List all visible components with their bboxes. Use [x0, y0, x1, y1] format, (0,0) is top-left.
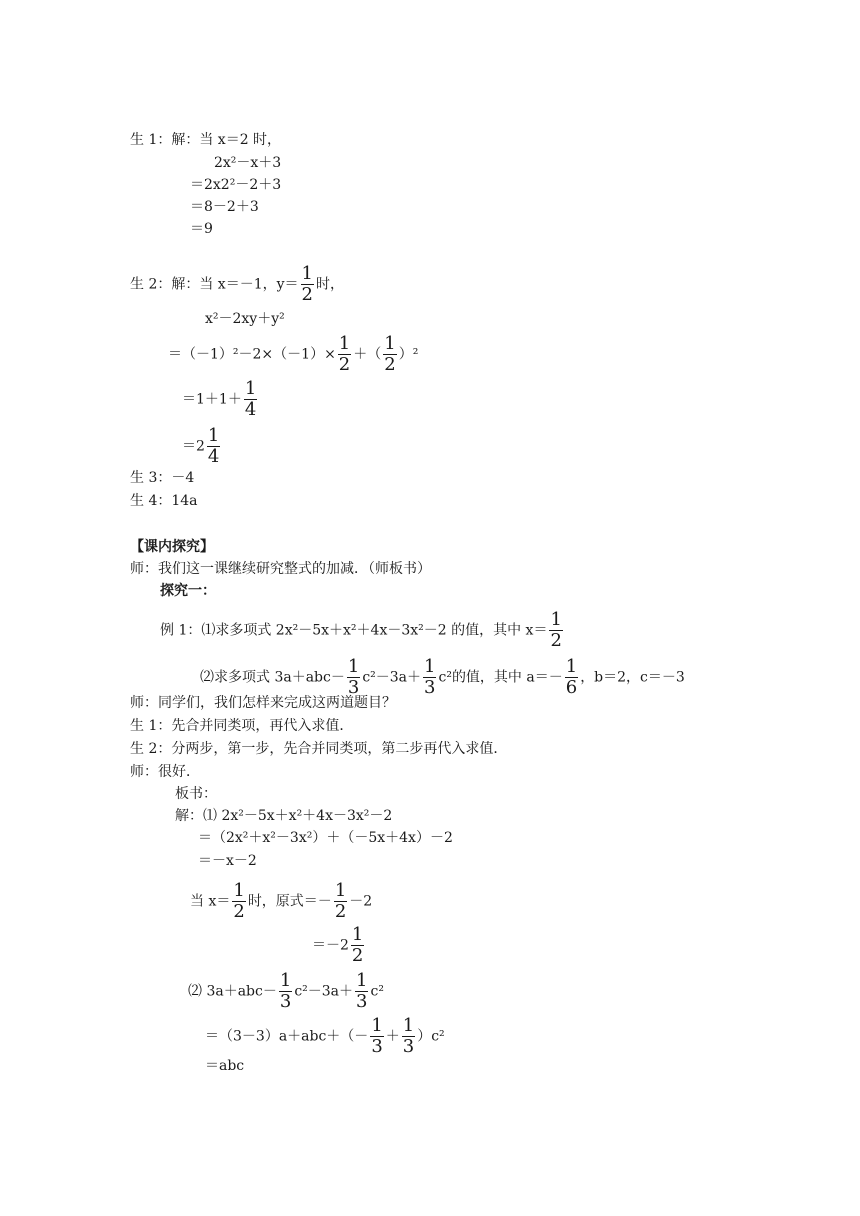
fraction-half: $\frac{1}{2}$ — [351, 924, 364, 966]
s1-step1: ＝2x2²－2＋3 — [190, 177, 282, 193]
fraction-quarter: $\frac{1}{4}$ — [244, 378, 257, 420]
board-line-6: ⑵ 3a＋abc－ $\frac{1}{3}$ c²－3a＋ $\frac{1}{3}$ c² — [188, 970, 384, 1012]
s1-intro: 生 1：解：当 x＝2 时， — [130, 132, 282, 148]
s2-expr: x²－2xy＋y² — [205, 311, 285, 327]
s2-intro-end: 时， — [315, 276, 344, 293]
example-part-1: 例 1：⑴求多项式 2x²－5x＋x²＋4x－3x²－2 的值，其中 x＝ $\frac{1}{2}$ — [160, 609, 562, 651]
s2-step3: ＝2 $\frac{1}{4}$ — [182, 425, 220, 467]
explore-heading: 探究一： — [160, 583, 216, 599]
fraction-third: $\frac{1}{3}$ — [347, 656, 360, 698]
board-line-5: ＝－2 $\frac{1}{2}$ — [312, 924, 364, 966]
s1-step2: ＝8－2＋3 — [190, 199, 259, 215]
s2-intro: 生 2：解：当 x＝－1，y＝ — [130, 276, 299, 293]
s3-line: 生 3：－4 — [130, 470, 195, 486]
s2-step1: ＝（－1）²－2×（－1）× $\frac{1}{2}$ ＋（ $\frac{1}{2}$ ）² — [168, 333, 419, 375]
s2-intro-line — [130, 265, 344, 304]
fraction-sixth: $\frac{1}{6}$ — [565, 656, 578, 698]
fraction-half: $\frac{1}{2}$ — [384, 333, 396, 375]
board-line-8: ＝abc — [205, 1058, 245, 1074]
s1-step3: ＝9 — [190, 221, 213, 237]
teacher-line-1: 师：我们这一课继续研究整式的加减．（师板书） — [130, 561, 431, 577]
fraction-quarter: $\frac{1}{4}$ — [207, 425, 220, 467]
teacher-line-2: 师：同学们，我们怎样来完成这两道题目？ — [130, 695, 396, 711]
example-part-2: ⑵求多项式 3a＋abc－ $\frac{1}{3}$ c²－3a＋ $\frac{1}{3}$ c²的值，其中 a＝－ $\frac{1}{6}$ ，b＝2，c＝－3 — [200, 656, 685, 698]
board-line-7: ＝（3－3）a＋abc＋（－ $\frac{1}{3}$ ＋ $\frac{1}{3}$ ）c² — [205, 1015, 445, 1057]
fraction-half: $\frac{1}{2}$ — [301, 263, 313, 305]
fraction-third: $\frac{1}{3}$ — [371, 1015, 383, 1057]
section-title: 【课内探究】 — [130, 539, 214, 555]
board-line-2: ＝（2x²＋x²－3x²）＋（－5x＋4x）－2 — [198, 830, 453, 846]
student-line-2: 生 2：分两步，第一步，先合并同类项，第二步再代入求值． — [130, 741, 508, 757]
board-line-1: 解：⑴ 2x²－5x＋x²＋4x－3x²－2 — [175, 808, 393, 824]
board-line-4: 当 x＝ $\frac{1}{2}$ 时，原式＝－ $\frac{1}{2}$ －2 — [190, 880, 373, 922]
student-line-1: 生 1：先合并同类项，再代入求值． — [130, 718, 354, 734]
fraction-half: $\frac{1}{2}$ — [233, 880, 245, 922]
fraction-third: $\frac{1}{3}$ — [424, 656, 436, 698]
s2-step2: ＝1＋1＋ $\frac{1}{4}$ — [182, 378, 257, 420]
fraction-half: $\frac{1}{2}$ — [338, 333, 351, 375]
board-label: 板书： — [175, 786, 217, 802]
fraction-half: $\frac{1}{2}$ — [550, 609, 562, 651]
fraction-third: $\frac{1}{3}$ — [279, 970, 292, 1012]
fraction-third: $\frac{1}{3}$ — [356, 970, 368, 1012]
s4-line: 生 4：14a — [130, 493, 198, 509]
board-line-3: ＝－x－2 — [198, 853, 257, 869]
s1-expr: 2x²－x＋3 — [214, 155, 282, 171]
teacher-line-3: 师：很好． — [130, 764, 200, 780]
fraction-half: $\frac{1}{2}$ — [334, 880, 347, 922]
fraction-third: $\frac{1}{3}$ — [402, 1015, 415, 1057]
